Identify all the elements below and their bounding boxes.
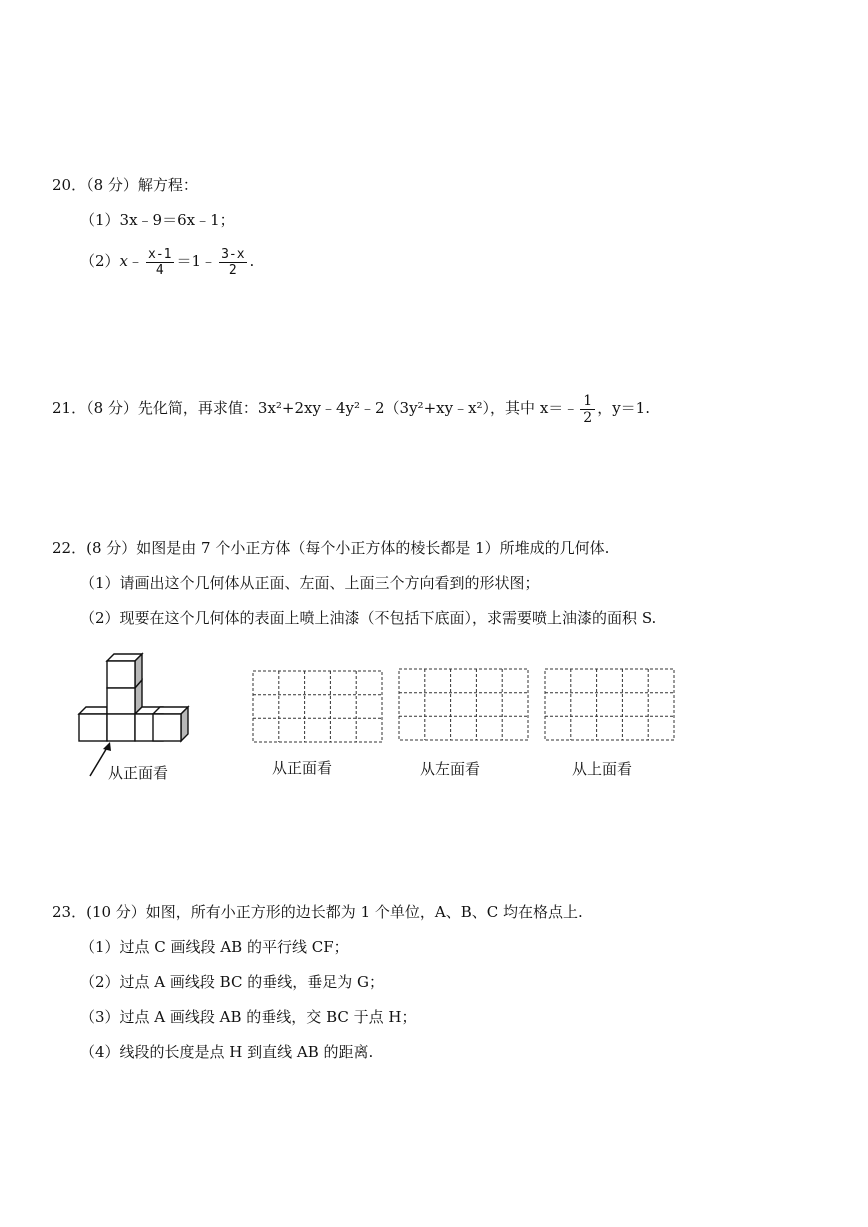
front-view-label: 从正面看 xyxy=(272,759,333,777)
q20-fraction-1-numerator: x-1 xyxy=(148,246,172,262)
q20-part2-x: x xyxy=(119,252,129,270)
q21-heading: 21．（8 分）先化简，再求值： xyxy=(52,399,258,417)
q20-fraction-2-numerator: 3-x xyxy=(221,246,245,262)
q23-heading: 23．(10 分）如图，所有小正方形的边长都为 1 个单位，A、B、C 均在格点上. xyxy=(52,903,583,921)
top-view-grid xyxy=(544,668,676,742)
q20-part1 xyxy=(80,209,235,231)
q20-part2-label: （2） xyxy=(80,252,120,270)
q21-line xyxy=(52,390,650,426)
q21-expression: 3x²+2xy﹣4y²﹣2（3y²+xy﹣x²），其中 x＝﹣ xyxy=(257,399,579,417)
front-view-grid xyxy=(252,670,384,744)
q20-part2-period: . xyxy=(249,252,255,270)
q21-fraction xyxy=(580,393,595,426)
q20-fraction-1 xyxy=(146,247,173,278)
q22-heading: 22．(8 分）如图是由 7 个小正方体（每个小正方体的棱长都是 1）所堆成的几何体. xyxy=(52,539,610,557)
q22-part1: （1）请画出这个几何体从正面、左面、上面三个方向看到的形状图； xyxy=(80,574,540,592)
left-view-grid xyxy=(398,668,530,742)
q21-tail: ，y＝1. xyxy=(597,399,650,417)
q22-part2: （2）现要在这个几何体的表面上喷上油漆（不包括下底面），求需要喷上油漆的面积 S. xyxy=(80,609,657,627)
q23-item-3: （3）过点 A 画线段 AB 的垂线，交 BC 于点 H； xyxy=(80,1008,417,1026)
cube-stack-figure xyxy=(70,645,210,750)
q20-heading: 20．（8 分）解方程： xyxy=(52,176,198,194)
q20-fraction-2 xyxy=(219,247,246,278)
q20-fraction-2-denominator: 2 xyxy=(228,262,237,278)
q23-item-1: （1）过点 C 画线段 AB 的平行线 CF； xyxy=(80,938,349,956)
q23-item-4: （4）线段的长度是点 H 到直线 AB 的距离. xyxy=(80,1043,374,1061)
q20-part1-equation: 3x﹣9＝6x﹣1； xyxy=(119,211,235,229)
q20-fraction-1-denominator: 4 xyxy=(155,262,164,278)
q20-part2-minus: ﹣ xyxy=(128,252,144,270)
q20-part2-middle: ＝1﹣ xyxy=(176,252,217,270)
left-view-label: 从左面看 xyxy=(420,760,481,778)
front-view-arrow-label: 从正面看 xyxy=(108,764,169,782)
q21-fraction-denominator: 2 xyxy=(583,409,593,426)
q21-fraction-numerator: 1 xyxy=(580,393,595,410)
q20-part2 xyxy=(80,244,254,278)
q20-part1-label: （1） xyxy=(80,211,120,229)
top-view-label: 从上面看 xyxy=(572,760,633,778)
q23-item-2: （2）过点 A 画线段 BC 的垂线，垂足为 G； xyxy=(80,973,384,991)
